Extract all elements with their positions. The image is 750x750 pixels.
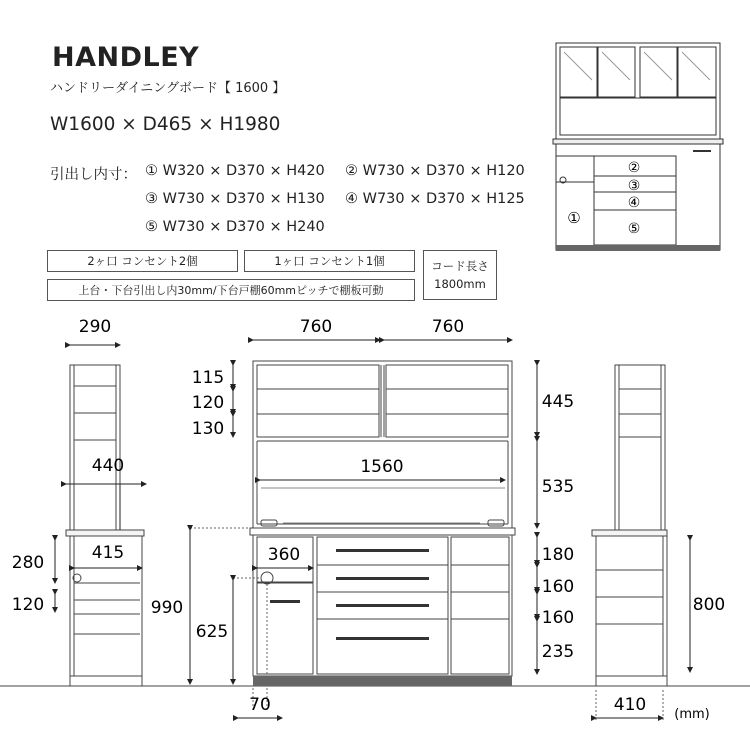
thumb-label-3: ③ bbox=[627, 178, 641, 194]
outlet-1-note: 1ヶ口 コンセント1個 bbox=[244, 250, 415, 272]
shelf-pitch-note: 上台・下台引出し内30mm/下台戸棚60mmピッチで棚板可動 bbox=[47, 279, 415, 301]
left-side-view bbox=[66, 365, 144, 686]
dim-front-180: 180 bbox=[541, 545, 575, 565]
dim-front-1560: 1560 bbox=[360, 457, 404, 477]
thumb-label-2: ② bbox=[627, 160, 641, 176]
dim-front-115: 115 bbox=[191, 368, 225, 388]
drawer-spec-2: ② W730 × D370 × H120 bbox=[345, 163, 525, 179]
dim-front-625: 625 bbox=[195, 622, 229, 642]
dim-front-160a: 160 bbox=[541, 577, 575, 597]
thumb-label-4: ④ bbox=[627, 195, 641, 211]
dim-front-535: 535 bbox=[541, 477, 575, 497]
product-title: HANDLEY bbox=[52, 42, 200, 73]
dim-front-160b: 160 bbox=[541, 608, 575, 628]
dim-front-360: 360 bbox=[267, 545, 301, 565]
dim-left-290: 290 bbox=[78, 317, 112, 337]
cord-length-value: 1800mm bbox=[434, 277, 486, 291]
dim-front-120: 120 bbox=[191, 393, 225, 413]
drawer-spec-3: ③ W730 × D370 × H130 bbox=[145, 191, 325, 207]
outlet-left-icon bbox=[261, 520, 277, 526]
overall-dimensions: W1600 × D465 × H1980 bbox=[50, 114, 281, 135]
thumb-label-5: ⑤ bbox=[627, 221, 641, 237]
dim-left-120: 120 bbox=[11, 595, 45, 615]
front-plinth bbox=[253, 676, 512, 686]
drawer-spec-4: ④ W730 × D370 × H125 bbox=[345, 191, 525, 207]
product-subtitle: ハンドリーダイニングボード【 1600 】 bbox=[50, 81, 286, 96]
dim-right-800: 800 bbox=[692, 595, 726, 615]
dim-left-280: 280 bbox=[11, 553, 45, 573]
right-side-view bbox=[592, 365, 667, 686]
drawer-spec-label: 引出し内寸： bbox=[50, 167, 137, 183]
dim-front-760-left: 760 bbox=[299, 317, 333, 337]
dim-left-440: 440 bbox=[91, 456, 125, 476]
dim-front-990: 990 bbox=[150, 598, 184, 618]
dim-left-415: 415 bbox=[91, 543, 125, 563]
cord-length-label: コード長さ bbox=[431, 259, 489, 273]
dim-front-235: 235 bbox=[541, 642, 575, 662]
front-view bbox=[250, 361, 515, 676]
drawer-spec-1: ① W320 × D370 × H420 bbox=[145, 163, 325, 179]
dim-front-760-right: 760 bbox=[431, 317, 465, 337]
outlet-right-icon bbox=[488, 520, 504, 526]
dim-front-445: 445 bbox=[541, 392, 575, 412]
dim-front-130: 130 bbox=[191, 419, 225, 439]
dim-front-70: 70 bbox=[249, 695, 271, 715]
unit-label: (mm) bbox=[674, 707, 710, 722]
thumb-label-1: ① bbox=[567, 209, 581, 227]
drawer-spec-5: ⑤ W730 × D370 × H240 bbox=[145, 219, 325, 235]
outlet-2-note: 2ヶ口 コンセント2個 bbox=[47, 250, 238, 272]
dim-right-410: 410 bbox=[613, 695, 647, 715]
